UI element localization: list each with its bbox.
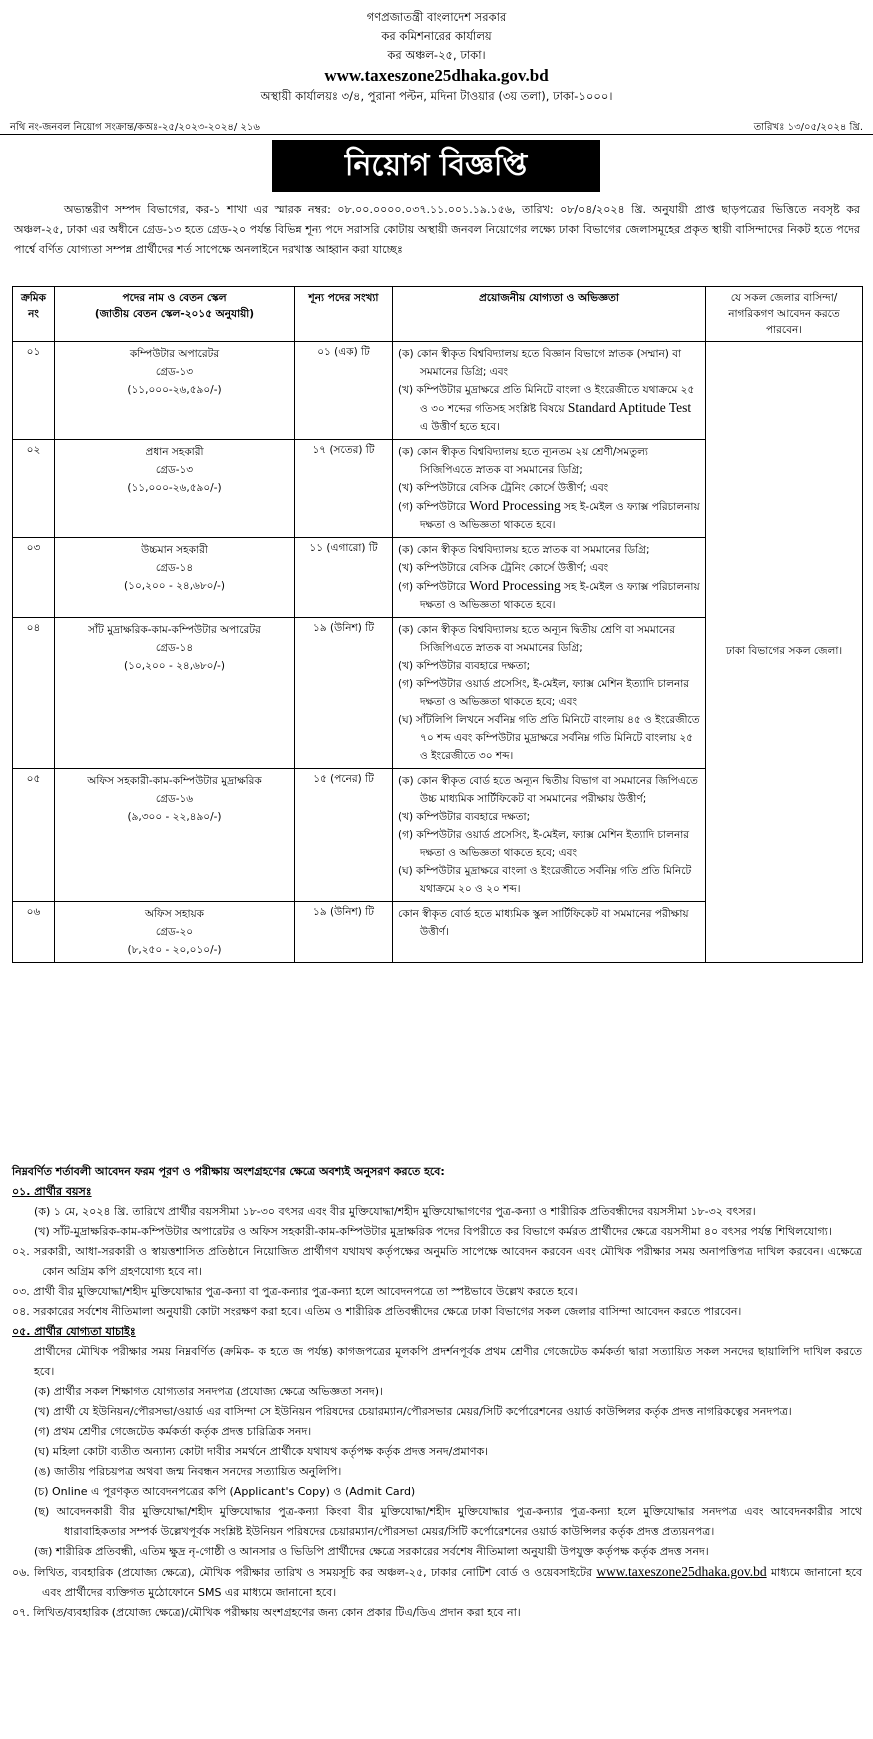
- requirement-item: (ঘ) কম্পিউটার মুদ্রাক্ষরে বাংলা ও ইংরেজীতে সর্বনিম্ন গতি প্রতি মিনিটে যথাক্রমে ২০ ও ২০ শব্দ।: [398, 865, 692, 895]
- term-5-item: (খ) প্রার্থী যে ইউনিয়ন/পৌরসভা/ওয়ার্ড এর বাসিন্দা সে ইউনিয়ন পরিষদের চেয়ারম্যান/পৌরসভার মেয়র/সিটি কর্পোরেশনের ওয়ার্ড কাউন্সিলর কর্তৃক প্রদত্ত নাগরিকত্বের সনদপত্র।: [34, 1405, 792, 1418]
- term-1-b: (খ) সাঁট-মুদ্রাক্ষরিক-কাম-কম্পিউটার অপারেটর ও অফিস সহকারী-কাম-কম্পিউটার মুদ্রাক্ষরিক পদের বিপরীতে কর বিভাগে কর্মরত প্রার্থীদের ক্ষেত্রে বয়সসীমা ৪০ বৎসর পর্যন্ত শিথিলযোগ্য।: [34, 1225, 832, 1238]
- website-link[interactable]: www.taxeszone25dhaka.gov.bd: [324, 66, 549, 85]
- eligible-districts: ঢাকা বিভাগের সকল জেলা।: [706, 342, 863, 963]
- row-sl: ০৬: [13, 902, 55, 963]
- zone-name: কর অঞ্চল-২৫, ঢাকা।: [387, 48, 486, 62]
- row-sl: ০৪: [13, 618, 55, 769]
- row-vacancy: ১১ (এগারো) টি: [295, 538, 393, 618]
- row-sl: ০৫: [13, 769, 55, 902]
- row-post: [55, 440, 295, 538]
- row-requirements: [393, 902, 706, 963]
- row-requirements: [393, 342, 706, 440]
- row-vacancy: ১৯ (উনিশ) টি: [295, 902, 393, 963]
- office-address: অস্থায়ী কার্যালয়ঃ ৩/৪, পুরানা পল্টন, মদিনা টাওয়ার (৩য় তলা), ঢাকা-১০০০।: [260, 89, 613, 103]
- post-title: উচ্চমান সহকারী: [141, 544, 208, 556]
- header-post: পদের নাম ও বেতন স্কেল (জাতীয় বেতন স্কেল-২০১৫ অনুযায়ী): [55, 287, 295, 342]
- term-5-heading: ০৫. প্রার্থীর যোগ্যতা যাচাইঃ: [12, 1325, 136, 1338]
- govt-name: গণপ্রজাতন্ত্রী বাংলাদেশ সরকার: [366, 10, 507, 24]
- requirement-item: (খ) কম্পিউটারে বেসিক ট্রেনিং কোর্সে উত্তীর্ণ; এবং: [398, 562, 609, 574]
- requirement-item: (ক) কোন স্বীকৃত বিশ্ববিদ্যালয় হতে অন্যূন দ্বিতীয় শ্রেণি বা সমমানের সিজিপিএতে স্নাতক বা সমমানের ডিগ্রি;: [398, 624, 676, 654]
- row-post: [55, 342, 295, 440]
- term-1-heading: ০১. প্রার্থীর বয়সঃ: [12, 1185, 92, 1198]
- post-scale: (৯,৩০০ - ২২,৪৯০/-): [127, 811, 222, 823]
- notice-title: নিয়োগ বিজ্ঞপ্তি: [272, 140, 600, 192]
- term-5-intro: প্রার্থীদের মৌখিক পরীক্ষার সময় নিম্নবর্ণিত (ক্রমিক- ক হতে জ পর্যন্ত) কাগজপত্রের মূলকপি প্রদর্শনপূর্বক প্রথম শ্রেণীর গেজেটেড কর্মকর্তা দ্বারা সত্যায়িত সকল সনদের ছায়ালিপি দাখিল করতে হবে।: [34, 1345, 862, 1378]
- term-5-item: (ছ) আবেদনকারী বীর মুক্তিযোদ্ধা/শহীদ মুক্তিযোদ্ধার পুত্র-কন্যা কিংবা বীর মুক্তিযোদ্ধা/শহীদ মুক্তিযোদ্ধার পুত্র-কন্যার পুত্র-কন্যা হলে মুক্তিযোদ্ধার সনদপত্র এবং আবেদনকারীর সাথে ধারাবাহিকতার সম্পর্ক উল্লেখপূর্বক সংশ্লিষ্ট ইউনিয়ন পরিষদের চেয়ারম্যান/পৌরসভা মেয়র/সিটি কর্পোরেশনের ওয়ার্ড কাউন্সিলর কর্তৃক প্রদত্ত প্রত্যয়নপত্র।: [34, 1505, 862, 1538]
- term-5-item: (গ) প্রথম শ্রেণীর গেজেটেড কর্মকর্তা কর্তৃক প্রদত্ত চারিত্রিক সনদ।: [34, 1425, 312, 1438]
- row-vacancy: ০১ (এক) টি: [295, 342, 393, 440]
- intro-paragraph: অভ্যন্তরীণ সম্পদ বিভাগের, কর-১ শাখা এর স্মারক নম্বর: ০৮.০০.০০০০.০৩৭.১১.০০১.১৯.১৫৬, তারিখ: ০৮/০৪/২০২৪ খ্রি. অনুযায়ী প্রাপ্ত ছাড়পত্রের ভিত্তিতে নবসৃষ্ট কর অঞ্চল-২৫, ঢাকা এর অধীনে গ্রেড-১৩ হতে গ্রেড-২০ পর্যন্ত বিভিন্ন শূন্য পদে সরাসরি কোটায় অস্থায়ী জনবল নিয়োগের লক্ষ্যে ঢাকা বিভাগের জেলাসমূহের প্রকৃত স্থায়ী বাসিন্দাদের নিকট হতে পদের পার্শ্বে বর্ণিত যোগ্যতা সম্পন্ন প্রার্থীদের শর্ত সাপেক্ষে অনলাইনে দরখাস্ত আহ্বান করা যাচ্ছেঃ: [14, 203, 860, 256]
- row-sl: ০২: [13, 440, 55, 538]
- letterhead: [0, 8, 873, 106]
- row-requirements: [393, 440, 706, 538]
- requirement-item: (ক) কোন স্বীকৃত বিশ্ববিদ্যালয় হতে বিজ্ঞান বিভাগে স্নাতক (সম্মান) বা সমমানের ডিগ্রি; এবং: [398, 348, 682, 378]
- requirement-item: কোন স্বীকৃত বোর্ড হতে মাধ্যমিক স্কুল সার্টিফিকেট বা সমমানের পরীক্ষায় উত্তীর্ণ।: [398, 908, 689, 938]
- requirement-item: (খ) কম্পিউটার ব্যবহারে দক্ষতা;: [398, 811, 531, 823]
- header-district: যে সকল জেলার বাসিন্দা/ নাগরিকগণ আবেদন করতে পারবেন।: [706, 287, 863, 342]
- term-5-item: (ঙ) জাতীয় পরিচয়পত্র অথবা জন্ম নিবন্ধন সনদের সত্যায়িত অনুলিপি।: [34, 1465, 342, 1478]
- header-divider: [0, 134, 873, 135]
- post-title: অফিস সহকারী-কাম-কম্পিউটার মুদ্রাক্ষরিক: [87, 775, 262, 787]
- row-post: [55, 769, 295, 902]
- row-sl: ০৩: [13, 538, 55, 618]
- term-5-item: (জ) শারীরিক প্রতিবন্ধী, এতিম ক্ষুদ্র নৃ-গোষ্ঠী ও আনসার ও ভিডিপি প্রার্থীদের ক্ষেত্রে সরকারের সর্বশেষ নীতিমালা অনুযায়ী উপযুক্ত কর্তৃপক্ষ কর্তৃক প্রদত্ত সনদ।: [34, 1545, 709, 1558]
- requirement-item: (ক) কোন স্বীকৃত বিশ্ববিদ্যালয় হতে ন্যূনতম ২য় শ্রেণী/সমতুল্য সিজিপিএতে স্নাতক বা সমমানের ডিগ্রি;: [398, 446, 648, 476]
- requirement-item: (ঘ) সাঁটলিপি লিখনে সর্বনিম্ন গতি প্রতি মিনিটে বাংলায় ৪৫ ও ইংরেজীতে ৭০ শব্দ এবং কম্পিউটার মুদ্রাক্ষরে সর্বনিম্ন গতি মিনিটে বাংলায় ২৫ ও ইংরেজীতে ৩০ শব্দ।: [398, 714, 700, 762]
- posts-table: [12, 286, 863, 963]
- row-vacancy: ১৫ (পনের) টি: [295, 769, 393, 902]
- term-7: ০৭. লিখিত/ব্যবহারিক (প্রযোজ্য ক্ষেত্রে)/মৌখিক পরীক্ষায় অংশগ্রহণের জন্য কোন প্রকার টিএ/ডিএ প্রদান করা হবে না।: [12, 1606, 521, 1619]
- term-4: ০৪. সরকারের সর্বশেষ নীতিমালা অনুযায়ী কোটা সংরক্ষণ করা হবে। এতিম ও শারীরিক প্রতিবন্ধীদের ক্ষেত্রে ঢাকা বিভাগের সকল জেলার বাসিন্দা আবেদন করতে পারবেন।: [12, 1305, 742, 1318]
- row-post: [55, 538, 295, 618]
- post-title: কম্পিউটার অপারেটর: [129, 348, 220, 360]
- post-scale: (১০,২০০ - ২৪,৬৮০/-): [124, 660, 225, 672]
- requirement-item: (খ) কম্পিউটার ব্যবহারে দক্ষতা;: [398, 660, 531, 672]
- term-3: ০৩. প্রার্থী বীর মুক্তিযোদ্ধা/শহীদ মুক্তিযোদ্ধার পুত্র-কন্যা বা পুত্র-কন্যার পুত্র-কন্যা হলে আবেদনপত্রে তা স্পষ্টভাবে উল্লেখ করতে হবে।: [12, 1285, 578, 1298]
- header-sl: ক্রমিক নং: [13, 287, 55, 342]
- post-title: সাঁট মুদ্রাক্ষরিক-কাম-কম্পিউটার অপারেটর: [88, 624, 261, 636]
- term-5-items: [12, 1382, 862, 1562]
- website-link-terms[interactable]: www.taxeszone25dhaka.gov.bd: [596, 1564, 767, 1579]
- row-vacancy: ১৭ (সতের) টি: [295, 440, 393, 538]
- post-scale: (১০,২০০ - ২৪,৬৮০/-): [124, 580, 225, 592]
- requirement-item: (গ) কম্পিউটার ওয়ার্ড প্রসেসিং, ই-মেইল, ফ্যাক্স মেশিন ইত্যাদি চালনার দক্ষতা ও অভিজ্ঞতা থাকতে হবে; এবং: [398, 678, 690, 708]
- requirement-item: (খ) কম্পিউটার মুদ্রাক্ষরে প্রতি মিনিটে বাংলা ও ইংরেজীতে যথাক্রমে ২৫ ও ৩০ শব্দের গতিসহ সংশ্লিষ্ট বিষয়ে Standard Aptitude Test এ উত্তীর্ণ হতে হবে।: [398, 384, 695, 433]
- row-post: [55, 618, 295, 769]
- header-requirements: প্রয়োজনীয় যোগ্যতা ও অভিজ্ঞতা: [393, 287, 706, 342]
- term-2: ০২. সরকারী, আধা-সরকারী ও স্বায়ত্তশাসিত প্রতিষ্ঠানে নিয়োজিত প্রার্থীগণ যথাযথ কর্তৃপক্ষের অনুমতি সাপেক্ষে আবেদন করবেন এবং মৌখিক পরীক্ষার সময় অনাপত্তিপত্র দাখিল করবেন। এক্ষেত্রে কোন অগ্রিম কপি গ্রহণযোগ্য হবে না।: [12, 1245, 862, 1278]
- memo-number: নথি নং-জনবল নিয়োগ সংক্রান্ত/কঅঃ-২৫/২০২৩-২০২৪/ ২১৬: [10, 122, 260, 133]
- header-vacancy: শূন্য পদের সংখ্যা: [295, 287, 393, 342]
- terms-lead: নিম্নবর্ণিত শর্তাবলী আবেদন ফরম পূরণ ও পরীক্ষায় অংশগ্রহণের ক্ষেত্রে অবশ্যই অনুসরণ করতে হবে:: [12, 1165, 445, 1178]
- requirement-item: (ক) কোন স্বীকৃত বিশ্ববিদ্যালয় হতে স্নাতক বা সমমানের ডিগ্রি;: [398, 544, 650, 556]
- terms-section: [12, 1162, 862, 1623]
- row-requirements: [393, 618, 706, 769]
- post-title: অফিস সহায়ক: [144, 908, 205, 920]
- post-scale: (১১,০০০-২৬,৫৯০/-): [127, 482, 222, 494]
- term-5-item: (ক) প্রার্থীর সকল শিক্ষাগত যোগ্যতার সনদপত্র (প্রযোজ্য ক্ষেত্রে অভিজ্ঞতা সনদ)।: [34, 1385, 383, 1398]
- post-grade: গ্রেড-১৩: [155, 464, 194, 476]
- requirement-item: (গ) কম্পিউটারে Word Processing সহ ই-মেইল ও ফ্যাক্স পরিচালনায় দক্ষতা ও অভিজ্ঞতা থাকতে হবে।: [398, 498, 700, 531]
- row-requirements: [393, 538, 706, 618]
- office-name: কর কমিশনারের কার্যালয়: [381, 29, 492, 43]
- post-grade: গ্রেড-২০: [155, 926, 194, 938]
- requirement-item: (গ) কম্পিউটারে Word Processing সহ ই-মেইল ও ফ্যাক্স পরিচালনায় দক্ষতা ও অভিজ্ঞতা থাকতে হবে।: [398, 578, 700, 611]
- post-title: প্রধান সহকারী: [145, 446, 204, 458]
- requirement-item: (গ) কম্পিউটার ওয়ার্ড প্রসেসিং, ই-মেইল, ফ্যাক্স মেশিন ইত্যাদি চালনার দক্ষতা ও অভিজ্ঞতা থাকতে হবে; এবং: [398, 829, 690, 859]
- post-grade: গ্রেড-১৪: [155, 562, 194, 574]
- memo-date: তারিখঃ ১৩/০৫/২০২৪ খ্রি.: [753, 122, 863, 133]
- post-scale: (৮,২৫০ - ২০,০১০/-): [127, 944, 222, 956]
- requirement-item: (ক) কোন স্বীকৃত বোর্ড হতে অন্যূন দ্বিতীয় বিভাগ বা সমমানের জিপিএতে উচ্চ মাধ্যমিক সার্টিফিকেট বা সমমানের পরীক্ষায় উত্তীর্ণ;: [398, 775, 698, 805]
- post-grade: গ্রেড-১৪: [155, 642, 194, 654]
- term-5-item: (চ) Online এ পূরণকৃত আবেদনপত্রের কপি (Applicant's Copy) ও (Admit Card): [34, 1485, 416, 1498]
- post-grade: গ্রেড-১৬: [155, 793, 194, 805]
- post-scale: (১১,০০০-২৬,৫৯০/-): [127, 384, 222, 396]
- row-post: [55, 902, 295, 963]
- requirement-item: (খ) কম্পিউটারে বেসিক ট্রেনিং কোর্সে উত্তীর্ণ; এবং: [398, 482, 609, 494]
- row-requirements: [393, 769, 706, 902]
- row-sl: ০১: [13, 342, 55, 440]
- table-row: [13, 342, 863, 440]
- term-1-a: (ক) ১ মে, ২০২৪ খ্রি. তারিখে প্রার্থীর বয়সসীমা ১৮-৩০ বৎসর এবং বীর মুক্তিযোদ্ধা/শহীদ মুক্তিযোদ্ধাগণের পুত্র-কন্যা ও শারীরিক প্রতিবন্ধীদের বয়সসীমা ১৮-৩২ বৎসর।: [34, 1205, 756, 1218]
- row-vacancy: ১৯ (উনিশ) টি: [295, 618, 393, 769]
- post-grade: গ্রেড-১৩: [155, 366, 194, 378]
- term-5-item: (ঘ) মহিলা কোটা ব্যতীত অন্যান্য কোটা দাবীর সমর্থনে প্রার্থীকে যথাযথ কর্তৃপক্ষ কর্তৃক প্রদত্ত সনদ/প্রমাণক।: [34, 1445, 489, 1458]
- table-header-row: [13, 287, 863, 342]
- term-6: ০৬. লিখিত, ব্যবহারিক (প্রযোজ্য ক্ষেত্রে), মৌখিক পরীক্ষার তারিখ ও সময়সূচি কর অঞ্চল-২৫, ঢাকার নোটিশ বোর্ড ও ওয়েবসাইটের www.taxeszone25dhaka.gov.bd মাধ্যমে জানানো হবে এবং প্রার্থীদের ব্যক্তিগত মুঠোফোনে SMS এর মাধ্যমে জানানো হবে।: [12, 1564, 862, 1599]
